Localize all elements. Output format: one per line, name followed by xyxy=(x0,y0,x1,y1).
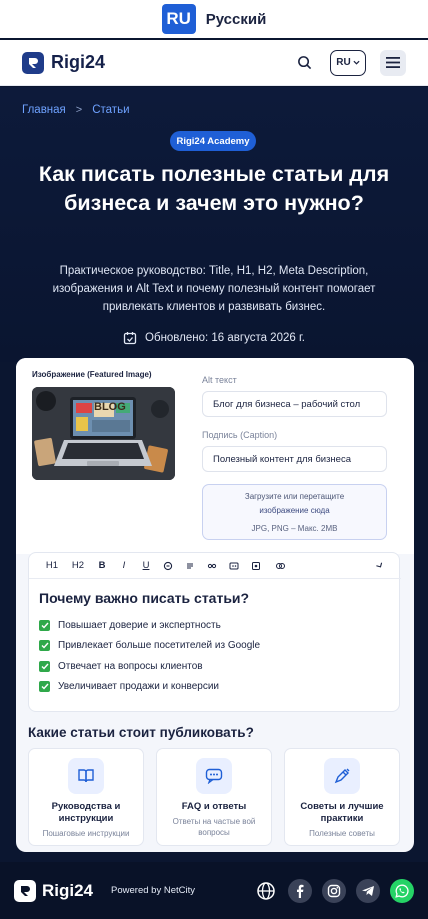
language-bar xyxy=(0,0,428,38)
featured-image-label: Изображение (Featured Image) xyxy=(32,370,152,379)
featured-image[interactable] xyxy=(32,387,175,480)
language-select-value: RU xyxy=(336,57,351,68)
menu-button[interactable] xyxy=(380,50,406,76)
checklist-item xyxy=(39,615,260,636)
article-type-name: FAQ и ответы xyxy=(181,801,247,812)
upload-line-2: изображение сюда xyxy=(259,506,330,515)
link-icon[interactable] xyxy=(157,561,179,571)
powered-by-text[interactable]: Powered by NetCity xyxy=(111,885,195,896)
article-type-card-guides[interactable] xyxy=(28,748,144,846)
search-icon[interactable] xyxy=(292,51,316,75)
article-type-card-tips[interactable] xyxy=(284,748,400,846)
italic-button[interactable]: I xyxy=(122,560,126,571)
hero-section xyxy=(0,87,428,362)
upload-formats: JPG, PNG – Макс. 2MB xyxy=(251,524,338,533)
instagram-icon[interactable] xyxy=(322,879,346,903)
expand-icon[interactable] xyxy=(369,561,391,571)
logo-icon xyxy=(14,880,36,902)
image-icon[interactable] xyxy=(223,561,245,571)
brand-name: Rigi24 xyxy=(51,52,106,72)
caption-input[interactable]: Полезный контент для бизнеса xyxy=(202,446,387,472)
checklist-item-text: Привлекает больше посетителей из Google xyxy=(58,640,261,652)
checklist-item-text: Отвечает на вопросы клиентов xyxy=(58,660,203,672)
updated-text: Обновлено: 16 августа 2026 г. xyxy=(145,332,305,344)
article-type-card-faq[interactable] xyxy=(156,748,272,846)
image-upload-dropzone[interactable] xyxy=(202,484,387,540)
logo-icon xyxy=(22,52,44,74)
whatsapp-icon[interactable] xyxy=(390,879,414,903)
chevron-down-icon xyxy=(353,60,360,65)
article-type-desc: Полезные советы xyxy=(309,829,375,838)
social-links xyxy=(254,879,414,903)
editor-toolbar xyxy=(29,553,401,579)
featured-image-panel xyxy=(16,358,414,554)
upload-line-1: Загрузите или перетащите xyxy=(244,492,345,501)
academy-badge: Rigi24 Academy xyxy=(170,131,256,151)
editor-heading: Почему важно писать статьи? xyxy=(39,590,250,606)
checklist-item xyxy=(39,636,260,657)
article-editor-card xyxy=(16,358,414,852)
breadcrumb-current[interactable]: Статьи xyxy=(92,104,130,116)
page-subtitle: Практическое руководство: Title, H1, H2, Meta Description, изображения и Alt Text и почему полезный контент помогает привлекать клиентов и развивать бизнес. xyxy=(52,265,376,313)
facebook-icon[interactable] xyxy=(288,879,312,903)
site-header xyxy=(0,40,428,86)
language-name[interactable]: Русский xyxy=(205,10,267,28)
calendar-icon xyxy=(123,331,137,345)
embed-icon[interactable] xyxy=(267,561,293,571)
article-type-name: Руководства и инструкции xyxy=(51,801,121,824)
globe-icon[interactable] xyxy=(254,879,278,903)
h2-button[interactable]: H2 xyxy=(71,560,85,571)
checklist xyxy=(39,615,260,697)
updated-date xyxy=(0,331,428,345)
quote-icon[interactable] xyxy=(179,561,201,571)
language-code-badge[interactable]: RU xyxy=(162,4,196,34)
table-icon[interactable] xyxy=(245,561,267,571)
site-footer xyxy=(0,862,428,919)
language-select[interactable] xyxy=(330,50,366,76)
article-type-name: Советы и лучшие практики xyxy=(300,801,384,824)
checklist-item-text: Увеличивает продажи и конверсии xyxy=(58,681,219,693)
caption-label: Подпись (Caption) xyxy=(202,430,278,440)
checklist-item-text: Повышает доверие и экспертность xyxy=(58,619,221,631)
telegram-icon[interactable] xyxy=(356,879,380,903)
underline-button[interactable]: U xyxy=(142,560,150,571)
article-type-desc: Пошаговые инструкции xyxy=(42,829,130,838)
breadcrumb xyxy=(22,104,130,116)
alt-text-input[interactable]: Блог для бизнеса – рабочий стол xyxy=(202,391,387,417)
list-icon[interactable] xyxy=(201,561,223,571)
hamburger-icon xyxy=(386,57,400,68)
footer-brand-name: Rigi24 xyxy=(42,880,94,900)
footer-logo[interactable] xyxy=(14,880,93,902)
checklist-item xyxy=(39,656,260,677)
rich-text-editor[interactable] xyxy=(28,552,400,712)
bold-button[interactable]: B xyxy=(98,560,106,571)
article-types-title: Какие статьи стоит публиковать? xyxy=(28,725,254,740)
featured-image-text: BLOG xyxy=(94,401,126,413)
page-title: Как писать полезные статьи для бизнеса и зачем это нужно? xyxy=(38,162,390,215)
book-icon xyxy=(68,758,104,794)
checkbox-checked-icon[interactable] xyxy=(39,640,50,651)
h1-button[interactable]: H1 xyxy=(45,560,59,571)
breadcrumb-home-link[interactable]: Главная xyxy=(22,104,66,116)
article-type-desc: Ответы на частые вой вопросы xyxy=(172,817,256,837)
checkbox-checked-icon[interactable] xyxy=(39,681,50,692)
pen-icon xyxy=(324,758,360,794)
brand-logo[interactable] xyxy=(22,52,105,74)
chat-icon xyxy=(196,758,232,794)
checklist-item xyxy=(39,677,260,698)
checkbox-checked-icon[interactable] xyxy=(39,620,50,631)
alt-text-label: Alt текст xyxy=(202,375,237,385)
chevron-right-icon: > xyxy=(75,104,83,116)
checkbox-checked-icon[interactable] xyxy=(39,661,50,672)
